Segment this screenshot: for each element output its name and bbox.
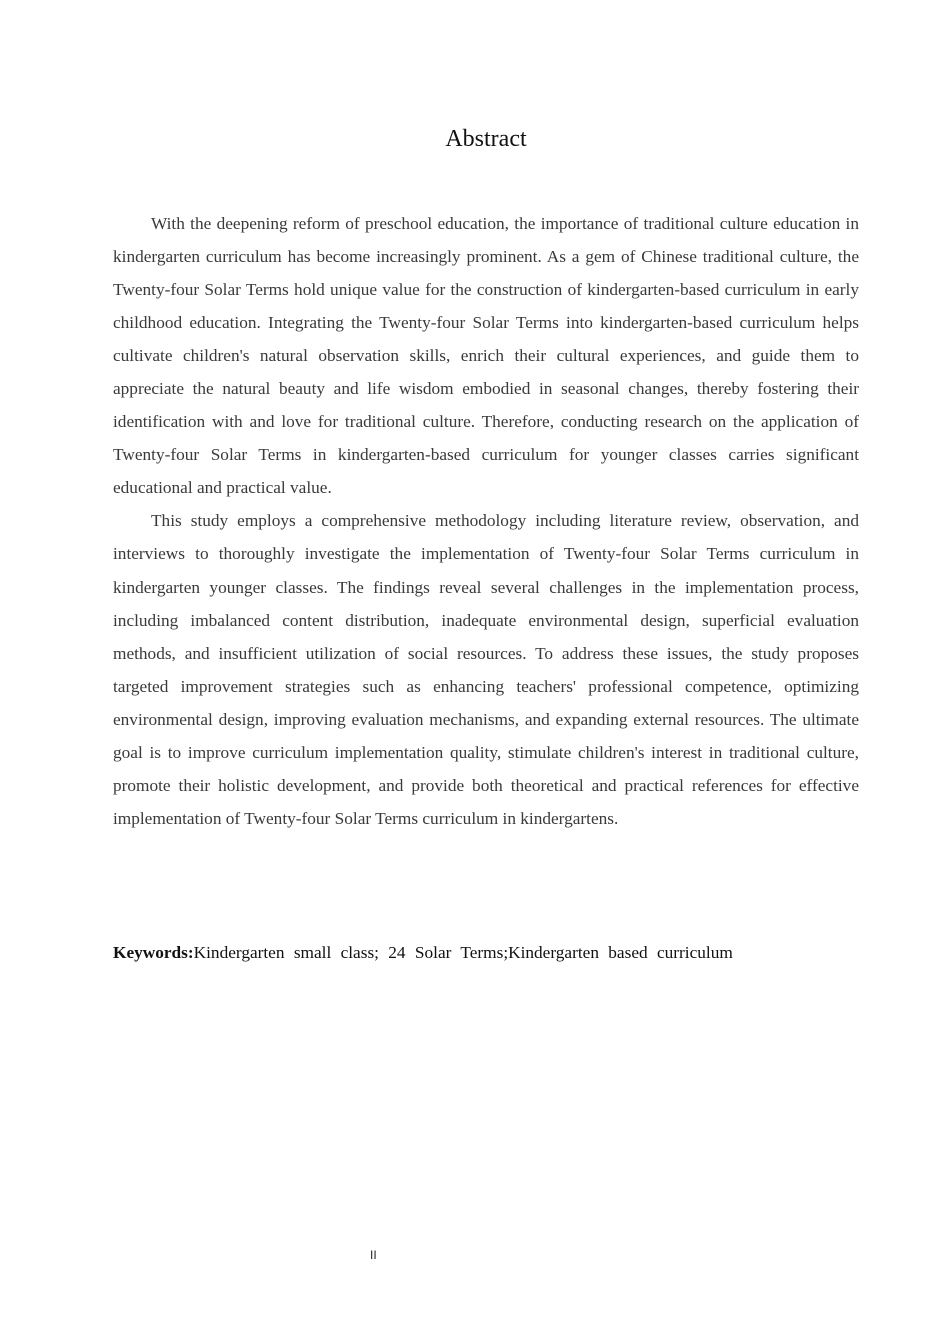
abstract-paragraph-2: This study employs a comprehensive methodology including literature review, observation, and interviews to thoroughly investigate the implementation of Twenty-four Solar Terms curriculum in kindergarten younger classes. The findings reveal several challenges in the implementation process, including imbalanced content distribution, inadequate environmental design, superficial evaluation methods, and insufficient utilization of social resources. To address these issues, the study proposes targeted improvement strategies such as enhancing teachers' professional competence, optimizing environmental design, improving evaluation mechanisms, and expanding external resources. The ultimate goal is to improve curriculum implementation quality, stimulate children's interest in traditional culture, promote their holistic development, and provide both theoretical and practical references for effective implementation of Twenty-four Solar Terms curriculum in kindergartens. xyxy=(113,511,859,828)
keywords-text: Kindergarten small class; 24 Solar Terms;Kindergarten based curriculum xyxy=(193,943,733,962)
keywords-line xyxy=(113,936,859,969)
page-title: Abstract xyxy=(445,126,527,152)
abstract-body xyxy=(113,207,859,835)
abstract-paragraph-1: With the deepening reform of preschool education, the importance of traditional culture education in kindergarten curriculum has become increasingly prominent. As a gem of Chinese traditional culture, the Twenty-four Solar Terms hold unique value for the construction of kindergarten-based curriculum in early childhood education. Integrating the Twenty-four Solar Terms into kindergarten-based curriculum helps cultivate children's natural observation skills, enrich their cultural experiences, and guide them to appreciate the natural beauty and life wisdom embodied in seasonal changes, thereby fostering their identification with and love for traditional culture. Therefore, conducting research on the application of Twenty-four Solar Terms in kindergarten-based curriculum for younger classes carries significant educational and practical value. xyxy=(113,214,859,498)
keywords-label: Keywords: xyxy=(113,943,194,962)
page-number: II xyxy=(370,1248,377,1262)
